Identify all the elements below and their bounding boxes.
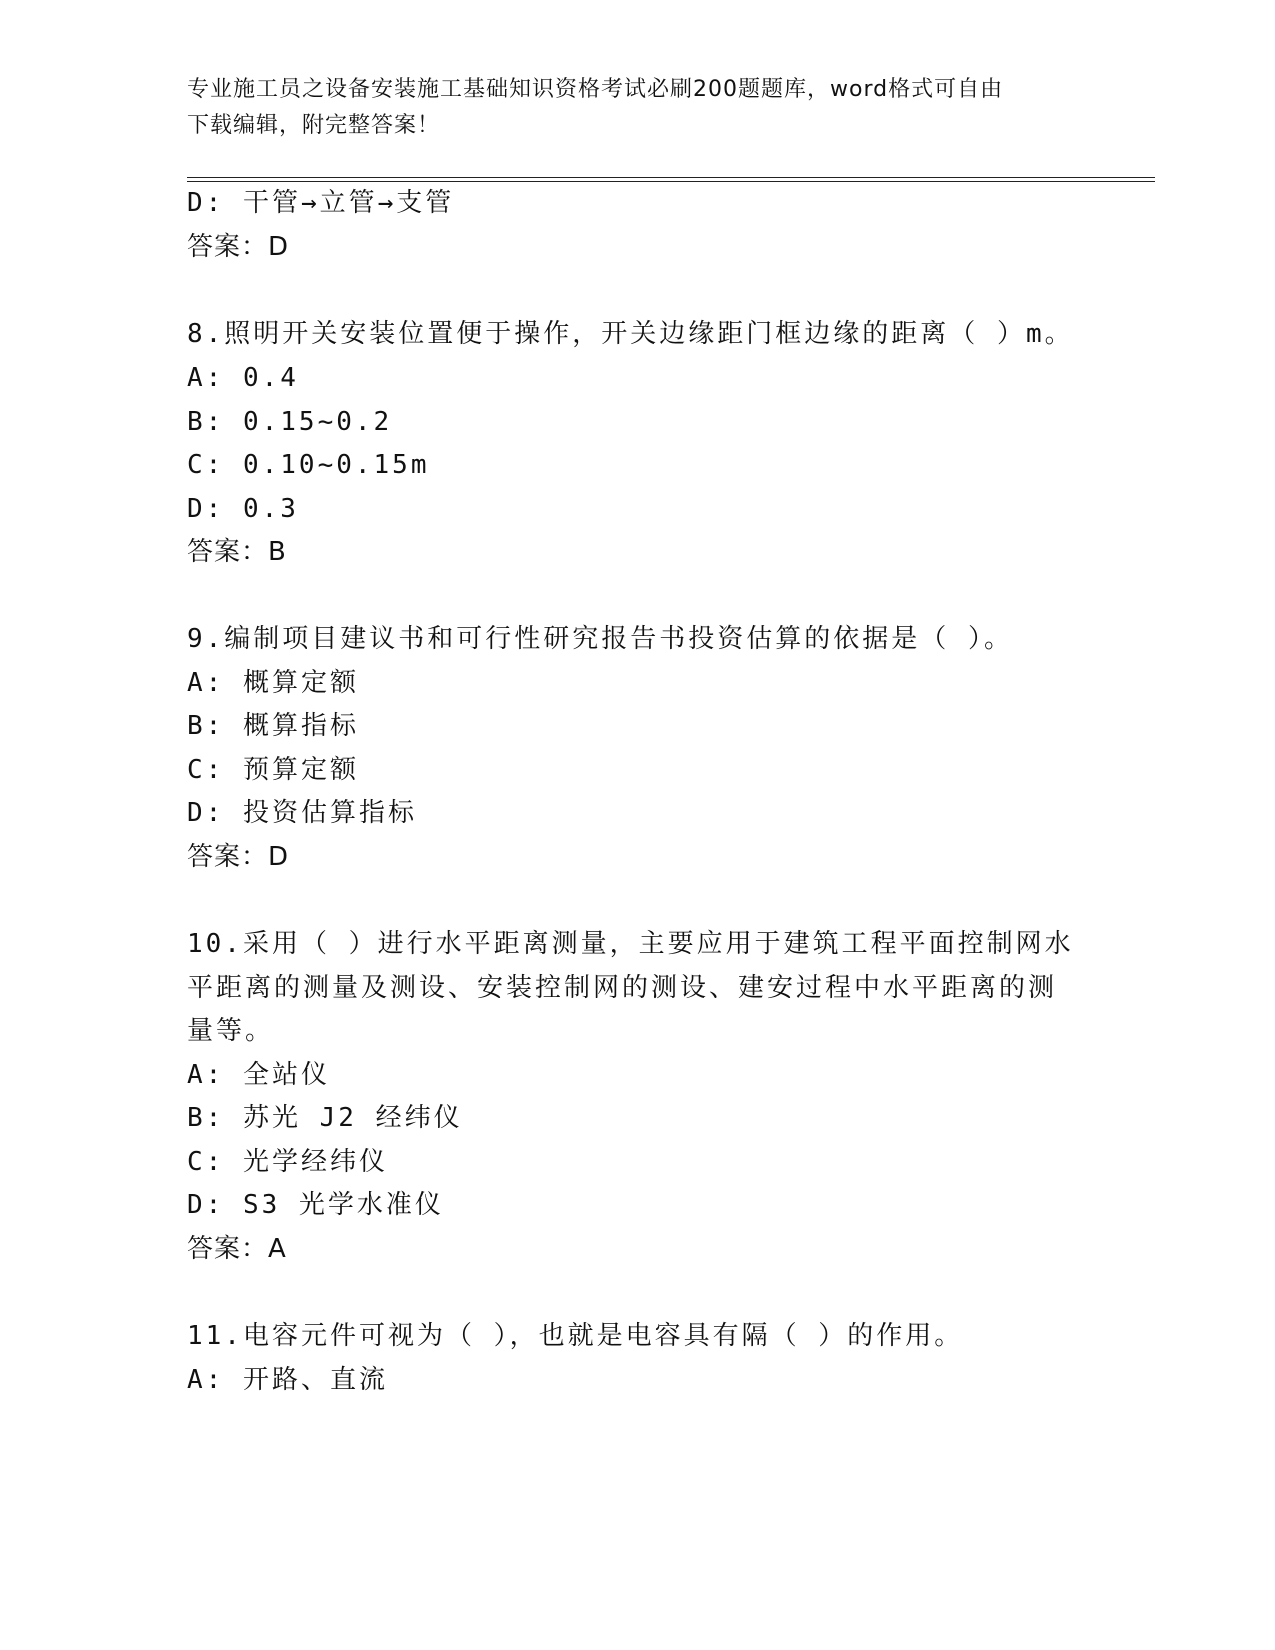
q9-option-b: B: 概算指标: [187, 711, 359, 741]
q8-option-c: C: 0.10~0.15m: [187, 450, 430, 480]
q10-stem-line-2: 平距离的测量及测设、安装控制网的测设、建安过程中水平距离的测: [187, 973, 1058, 1003]
q10-stem-line-3: 量等。: [187, 1016, 275, 1046]
header-title-line-1: 专业施工员之设备安装施工基础知识资格考试必刷200题题库，word格式可自由: [187, 77, 1004, 102]
q8-option-d: D: 0.3: [187, 494, 299, 524]
q10-option-c: C: 光学经纬仪: [187, 1147, 388, 1177]
q10-option-d: D: S3 光学水准仪: [187, 1190, 444, 1220]
q8-option-a: A: 0.4: [187, 363, 299, 393]
header-title-line-2: 下载编辑，附完整答案！: [187, 113, 441, 138]
q9-option-a: A: 概算定额: [187, 668, 359, 698]
q9-stem: 9.编制项目建议书和可行性研究报告书投资估算的依据是（ ）。: [187, 624, 1013, 654]
q9-option-d: D: 投资估算指标: [187, 798, 417, 828]
q8-answer: 答案：B: [187, 537, 287, 567]
document-header: [187, 72, 1087, 144]
q11-option-a: A: 开路、直流: [187, 1365, 388, 1395]
q10-option-b: B: 苏光 J2 经纬仪: [187, 1103, 463, 1133]
q10-stem-line-1: 10.采用（ ）进行水平距离测量，主要应用于建筑工程平面控制网水: [187, 929, 1074, 959]
q9-answer: 答案：D: [187, 842, 290, 872]
q9-option-c: C: 预算定额: [187, 755, 359, 785]
q10-answer: 答案：A: [187, 1234, 287, 1264]
q11-stem: 11.电容元件可视为（ ），也就是电容具有隔（ ）的作用。: [187, 1321, 964, 1351]
q7-answer: 答案：D: [187, 232, 290, 262]
q10-option-a: A: 全站仪: [187, 1060, 330, 1090]
q8-option-b: B: 0.15~0.2: [187, 407, 393, 437]
q8-stem: 8.照明开关安装位置便于操作，开关边缘距门框边缘的距离（ ）m。: [187, 319, 1074, 349]
q7-option-d: D: 干管→立管→支管: [187, 188, 455, 218]
